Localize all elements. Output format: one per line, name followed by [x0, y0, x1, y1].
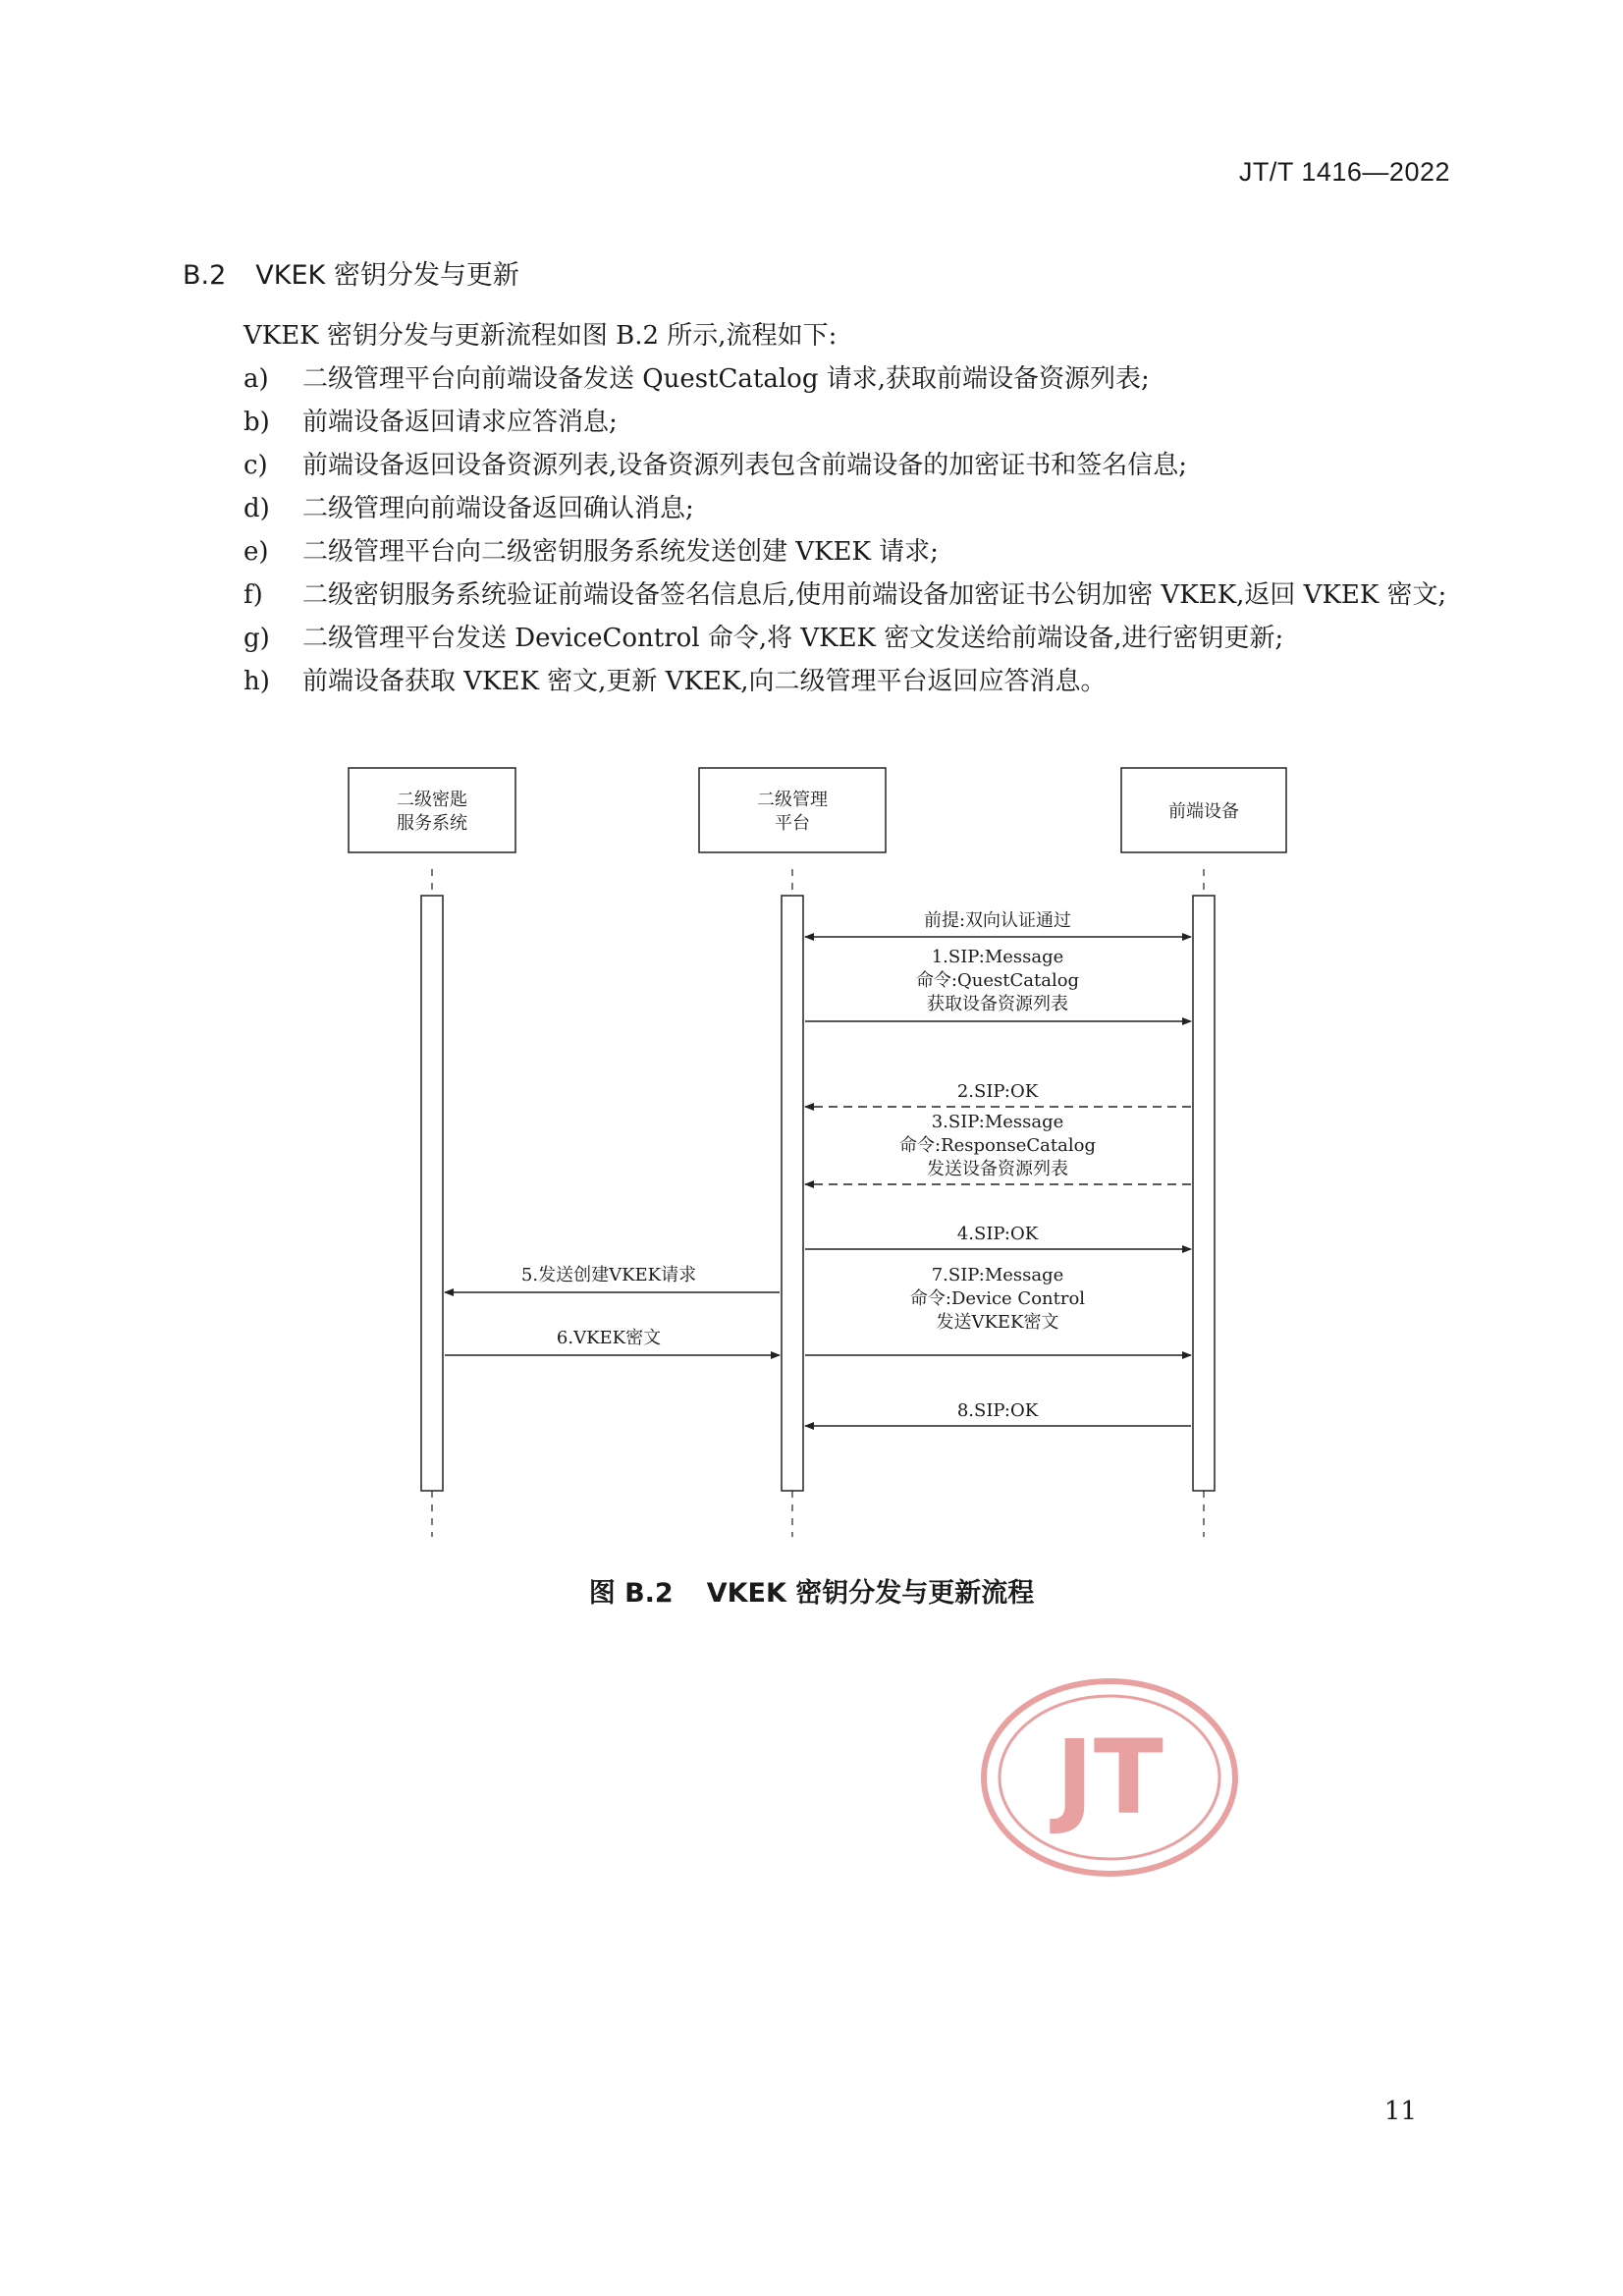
step-text: 二级密钥服务系统验证前端设备签名信息后,使用前端设备加密证书公钥加密 VKEK,返回 VKEK 密文; — [302, 580, 1447, 610]
step-label: f) — [243, 580, 263, 610]
message-label: 获取设备资源列表 — [927, 994, 1068, 1014]
seal-text: JT — [1055, 1718, 1163, 1837]
participant-management-platform — [699, 768, 886, 852]
step-label: a) — [243, 364, 269, 394]
activation-bar — [782, 896, 803, 1491]
step-label: h) — [243, 667, 270, 696]
message-label: 7.SIP:Message — [931, 1265, 1064, 1285]
step-text: 二级管理平台向前端设备发送 QuestCatalog 请求,获取前端设备资源列表; — [302, 364, 1150, 394]
participant-label: 二级管理 — [757, 790, 828, 810]
list-item — [243, 530, 1451, 574]
list-item — [243, 444, 1451, 487]
step-text: 前端设备返回设备资源列表,设备资源列表包含前端设备的加密证书和签名信息; — [302, 451, 1188, 480]
step-label: c) — [243, 451, 268, 480]
message-label: 前提:双向认证通过 — [923, 910, 1072, 931]
sequence-diagram — [334, 756, 1296, 1542]
standard-code: JT/T 1416—2022 — [1238, 157, 1450, 187]
message-label: 8.SIP:OK — [956, 1400, 1039, 1421]
step-text: 二级管理向前端设备返回确认消息; — [302, 494, 694, 523]
step-label: d) — [243, 494, 270, 523]
message-label: 发送设备资源列表 — [927, 1159, 1068, 1179]
message-label: 命令:ResponseCatalog — [899, 1135, 1096, 1156]
jt-seal-logo — [972, 1669, 1247, 1886]
list-item — [243, 357, 1451, 401]
step-text: 二级管理平台向二级密钥服务系统发送创建 VKEK 请求; — [302, 537, 939, 567]
activation-bar — [421, 896, 443, 1491]
step-list — [243, 357, 1451, 703]
message-label: 3.SIP:Message — [931, 1112, 1064, 1132]
figure-title: VKEK 密钥分发与更新流程 — [706, 1578, 1035, 1609]
step-label: g) — [243, 624, 270, 653]
message-label: 5.发送创建VKEK请求 — [520, 1265, 697, 1285]
list-item — [243, 487, 1451, 530]
list-item — [243, 660, 1451, 703]
message-label: 发送VKEK密文 — [936, 1312, 1059, 1333]
step-text: 前端设备返回请求应答消息; — [302, 408, 618, 437]
figure-number: 图 B.2 — [588, 1578, 674, 1609]
participant-key-service — [349, 768, 515, 852]
message-label: 命令:QuestCatalog — [915, 970, 1080, 991]
figure-caption — [0, 1571, 1623, 1610]
participant-label: 前端设备 — [1168, 801, 1239, 822]
list-item — [243, 617, 1451, 660]
step-text: 前端设备获取 VKEK 密文,更新 VKEK,向二级管理平台返回应答消息。 — [302, 667, 1107, 696]
activation-bar — [1193, 896, 1215, 1491]
message-label: 4.SIP:OK — [956, 1224, 1039, 1244]
step-text: 二级管理平台发送 DeviceControl 命令,将 VKEK 密文发送给前端设备,进行密钥更新; — [302, 624, 1284, 653]
participant-label: 二级密匙 — [397, 790, 467, 810]
message-label: 6.VKEK密文 — [556, 1328, 662, 1348]
message-label: 1.SIP:Message — [931, 947, 1064, 967]
participant-label: 服务系统 — [397, 813, 467, 834]
participant-label: 平台 — [775, 813, 810, 834]
list-item — [243, 574, 1451, 617]
step-label: b) — [243, 408, 270, 437]
intro-paragraph: VKEK 密钥分发与更新流程如图 B.2 所示,流程如下: — [243, 321, 838, 351]
message-label: 2.SIP:OK — [956, 1081, 1039, 1102]
section-heading — [183, 253, 519, 292]
message-label: 命令:Device Control — [909, 1288, 1086, 1309]
page-number: 11 — [1383, 2097, 1417, 2126]
participant-front-device — [1121, 768, 1286, 852]
section-number: B.2 — [183, 260, 227, 291]
step-label: e) — [243, 537, 269, 567]
list-item — [243, 401, 1451, 444]
section-title: VKEK 密钥分发与更新 — [255, 260, 519, 291]
